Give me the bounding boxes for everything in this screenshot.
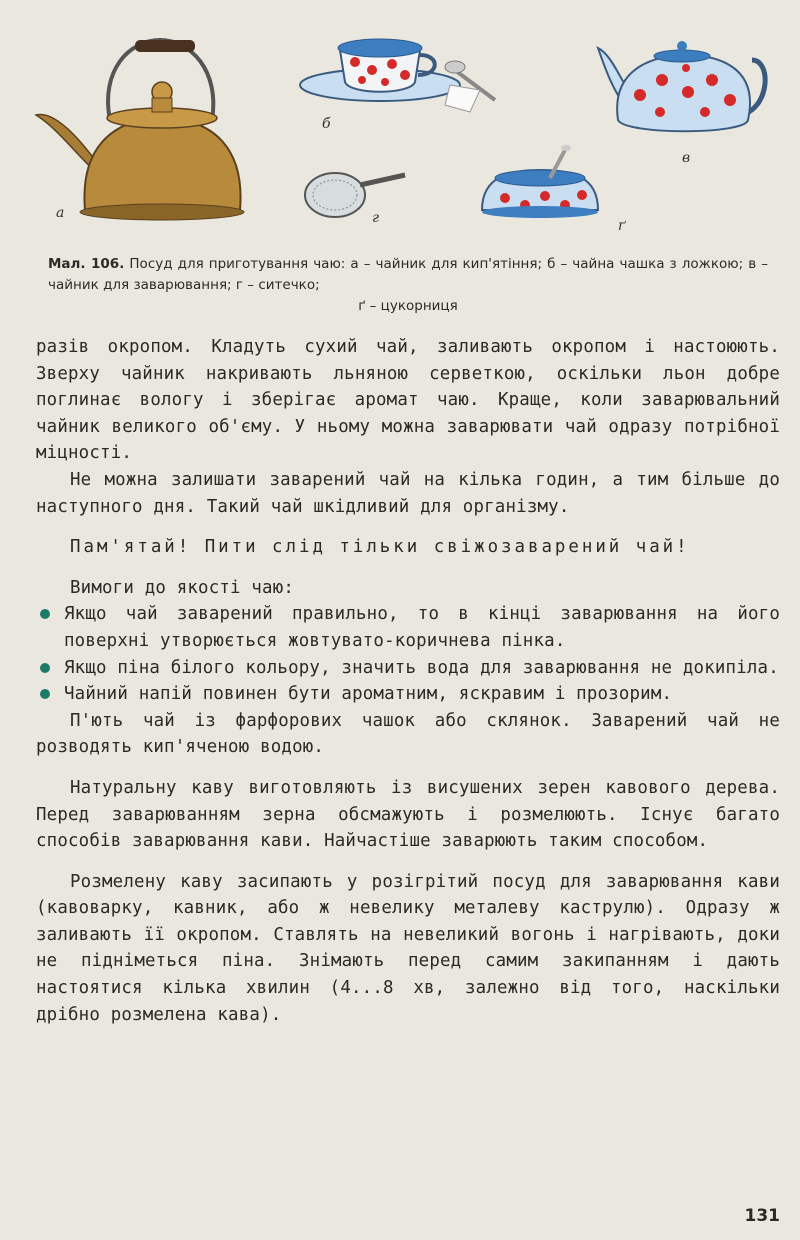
list-item: Чайний напій повинен бути ароматним, яскравим і прозорим. [36,681,780,708]
paragraph-4: Натуральну каву виготовляють із висушених зерен кавового дерева. Перед заварюванням зерна обсмажують і розмелюють. Існує багато способів заварювання кави. Найчастіше заварюють таким способом. [36,777,780,852]
caption-number: Мал. 106. [48,256,125,272]
page-number: 131 [744,1206,780,1226]
sugar-bowl-illustration [482,145,598,218]
caption-text: Посуд для приготування чаю: а – чайник для кип'ятіння; б – чайна чашка з ложкою; в – чайник для заварювання; г – ситечко; [48,256,768,293]
paragraph-2: Не можна залишати заварений чай на кілька годин, а тим більше до наступного дня. Такий чай шкідливий для організму. [36,469,780,517]
label-g: г [372,210,380,226]
bullet-icon [40,663,50,673]
list-item: Якщо піна білого кольору, значить вода для заварювання не докипіла. [36,655,780,682]
list-item: Якщо чай заварений правильно, то в кінці заварювання на його поверхні утворюється жовтувато-коричнева пінка. [36,601,780,654]
caption-last: ґ – цукорниця [358,298,458,314]
memo-line: Пам'ятай! Пити слід тільки свіжозаварений чай! [70,537,690,558]
tea-utensils-figure [0,0,800,250]
body-text [36,334,780,1028]
label-b: б [322,116,331,132]
label-g2: ґ [618,218,626,234]
requirements-list [36,601,780,707]
paragraph-3: П'ють чай із фарфорових чашок або склянок. Заварений чай не розводять кип'яченою водою. [36,710,780,758]
bullet-icon [40,689,50,699]
bullet-icon [40,609,50,619]
teacup-illustration [300,39,495,112]
figure-caption [48,254,768,317]
teapot-illustration [598,41,765,131]
paragraph-5: Розмелену каву засипають у розігрітий посуд для заварювання кави (кавоварку, кавник, або ж невелику металеву каструлю). Одразу ж заливають її окропом. Ставлять на невеликий вогонь і нагрівають, доки не підніметься піна. Знімають перед самим закипанням і дають настоятися кілька хвилин (4...8 хв, залежно від того, наскільки дрібно розмелена кава). [36,871,780,1025]
strainer-illustration [305,173,405,217]
label-a: а [56,205,65,221]
kettle-illustration [36,40,244,220]
label-v: в [682,150,691,166]
requirements-title: Вимоги до якості чаю: [70,577,295,598]
paragraph-1: разів окропом. Кладуть сухий чай, заливають окропом і настоюють. Зверху чайник накривають льняною серветкою, оскільки льон добре поглинає вологу і зберігає аромат чаю. Краще, коли заварювальний чайник великого об'єму. У ньому можна заварювати чай одразу потрібної міцності. [36,337,780,464]
